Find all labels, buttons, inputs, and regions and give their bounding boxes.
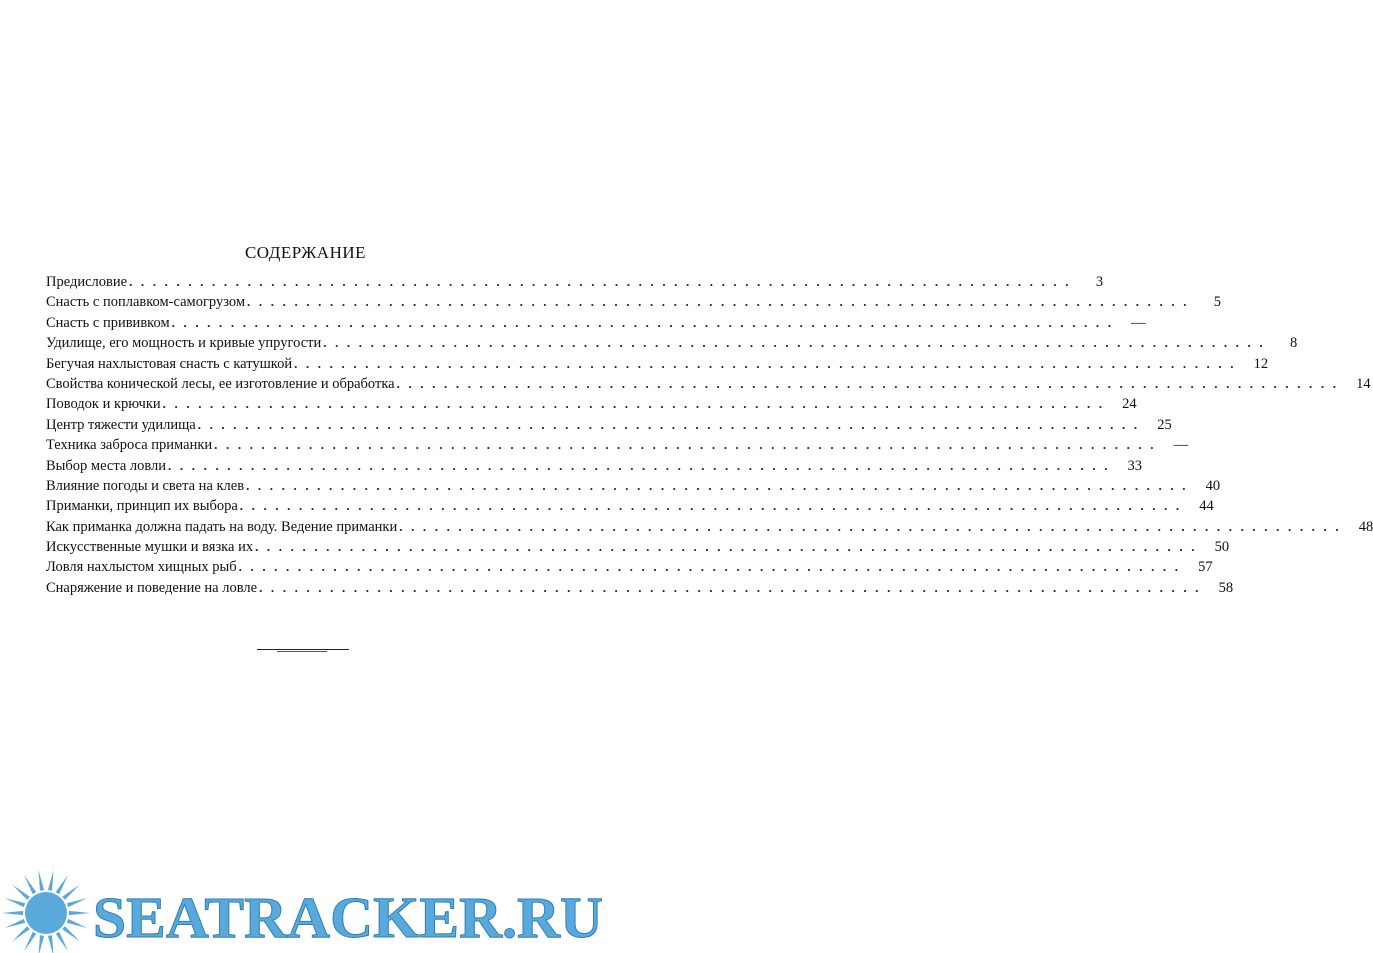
sun-ray [38, 870, 44, 891]
sun-ray [62, 885, 79, 900]
toc-entry-title: Поводок и крючки [46, 396, 161, 413]
toc-entry [46, 518, 1373, 539]
toc-entry-page: 3 [1095, 274, 1104, 290]
dot-leader: ................................................................................ [168, 457, 1117, 473]
toc-entry-title: Снасть с поплавком-самогрузом [46, 294, 246, 311]
dot-leader: ................................................................................ [246, 477, 1195, 493]
toc-entry-page: 25 [1157, 416, 1172, 433]
sun-ray [67, 898, 88, 907]
toc-entry [46, 539, 1230, 559]
toc-entry-page: 50 [1214, 539, 1230, 556]
toc-entry-page: — [1131, 314, 1146, 331]
toc-entry [46, 498, 1214, 518]
toc-entry-title: Техника заброса приманки [46, 437, 213, 454]
sun-ray [67, 919, 88, 928]
toc-entry-title: Снасть с прививком [46, 314, 170, 331]
toc-entry-title: Влияние погоды и света на клев [46, 477, 245, 494]
dot-leader: ................................................................................ [396, 375, 1345, 391]
toc-entry [46, 559, 1213, 579]
toc-entry [46, 355, 1269, 376]
toc-entry-page: 8 [1289, 335, 1298, 352]
dot-leader: ................................................................................ [259, 579, 1208, 595]
divider [257, 649, 349, 650]
dot-leader: ................................................................................ [255, 539, 1204, 555]
toc-entry-title: Выбор места ловли [46, 457, 167, 474]
table-of-contents [46, 274, 1373, 600]
toc-entry-page: 57 [1198, 559, 1213, 576]
dot-leader: ................................................................................ [238, 559, 1187, 575]
toc-entry [46, 294, 1222, 314]
watermark [0, 858, 611, 953]
sun-ray [56, 932, 68, 951]
toc-entry [46, 274, 1104, 294]
sun-ray [24, 932, 36, 951]
dot-leader: ................................................................................ [294, 355, 1243, 371]
sun-ray [48, 935, 54, 953]
toc-entry [46, 477, 1221, 498]
sun-icon [2, 870, 90, 953]
toc-entry-page: 12 [1253, 355, 1269, 372]
watermark-graphic [0, 858, 611, 953]
toc-entry-title: Свойства конической лесы, ее изготовление и обработка [46, 375, 395, 392]
toc-entry [46, 314, 1146, 335]
toc-entry [46, 579, 1234, 600]
dot-leader: ................................................................................ [171, 314, 1120, 330]
dot-leader: ................................................................................ [323, 335, 1272, 351]
dot-leader: ................................................................................ [399, 518, 1348, 534]
toc-entry-page: 33 [1127, 457, 1143, 474]
toc-entry [46, 375, 1371, 396]
watermark-text: SEATRACKER.RU [93, 885, 603, 950]
dot-leader: ................................................................................ [129, 274, 1078, 289]
toc-entry-page: 58 [1218, 579, 1234, 596]
dot-leader: ................................................................................ [162, 396, 1111, 412]
sun-ray [48, 870, 54, 891]
dot-leader: ................................................................................ [214, 437, 1163, 453]
sun-ray [24, 875, 36, 894]
dot-leader: ................................................................................ [239, 498, 1188, 514]
toc-entry-title: Центр тяжести удилища [46, 416, 196, 433]
toc-entry [46, 437, 1189, 457]
sun-ray [38, 935, 44, 953]
toc-entry-title: Искусственные мушки и вязка их [46, 539, 254, 556]
toc-entry-page: 24 [1122, 396, 1137, 413]
sun-ray [12, 885, 30, 900]
toc-entry-title: Снаряжение и поведение на ловле [46, 579, 258, 596]
toc-entry-page: 14 [1356, 375, 1371, 392]
sun-ray [5, 898, 26, 907]
toc-entry-page: 44 [1199, 498, 1214, 515]
dot-leader: ................................................................................ [247, 294, 1196, 310]
toc-entry [46, 416, 1172, 437]
toc-entry-page: 5 [1213, 294, 1222, 311]
toc-entry-title: Удилище, его мощность и кривые упругости [46, 335, 322, 352]
toc-entry-title: Бегучая нахлыстовая снасть с катушкой [46, 355, 293, 372]
sun-ray [2, 911, 23, 915]
toc-entry [46, 457, 1143, 478]
toc-entry-title: Как приманка должна падать на воду. Ведение приманки [46, 518, 398, 535]
dot-leader: ................................................................................ [197, 416, 1146, 432]
toc-entry [46, 396, 1137, 416]
sun-ray [56, 875, 68, 894]
toc-entry [46, 335, 1298, 355]
toc-entry-title: Предисловие [46, 274, 128, 290]
toc-entry-title: Приманки, принцип их выбора [46, 498, 238, 515]
sun-ray [5, 919, 26, 928]
toc-entry-page: 48 [1358, 518, 1373, 535]
toc-entry-title: Ловля нахлыстом хищных рыб [46, 559, 237, 576]
sun-ray [12, 926, 30, 941]
toc-entry-page: 40 [1205, 477, 1221, 494]
page-title: СОДЕРЖАНИЕ [244, 243, 367, 262]
sun-ray [62, 926, 79, 941]
toc-entry-page: — [1173, 437, 1189, 454]
sun-ray [69, 911, 90, 915]
